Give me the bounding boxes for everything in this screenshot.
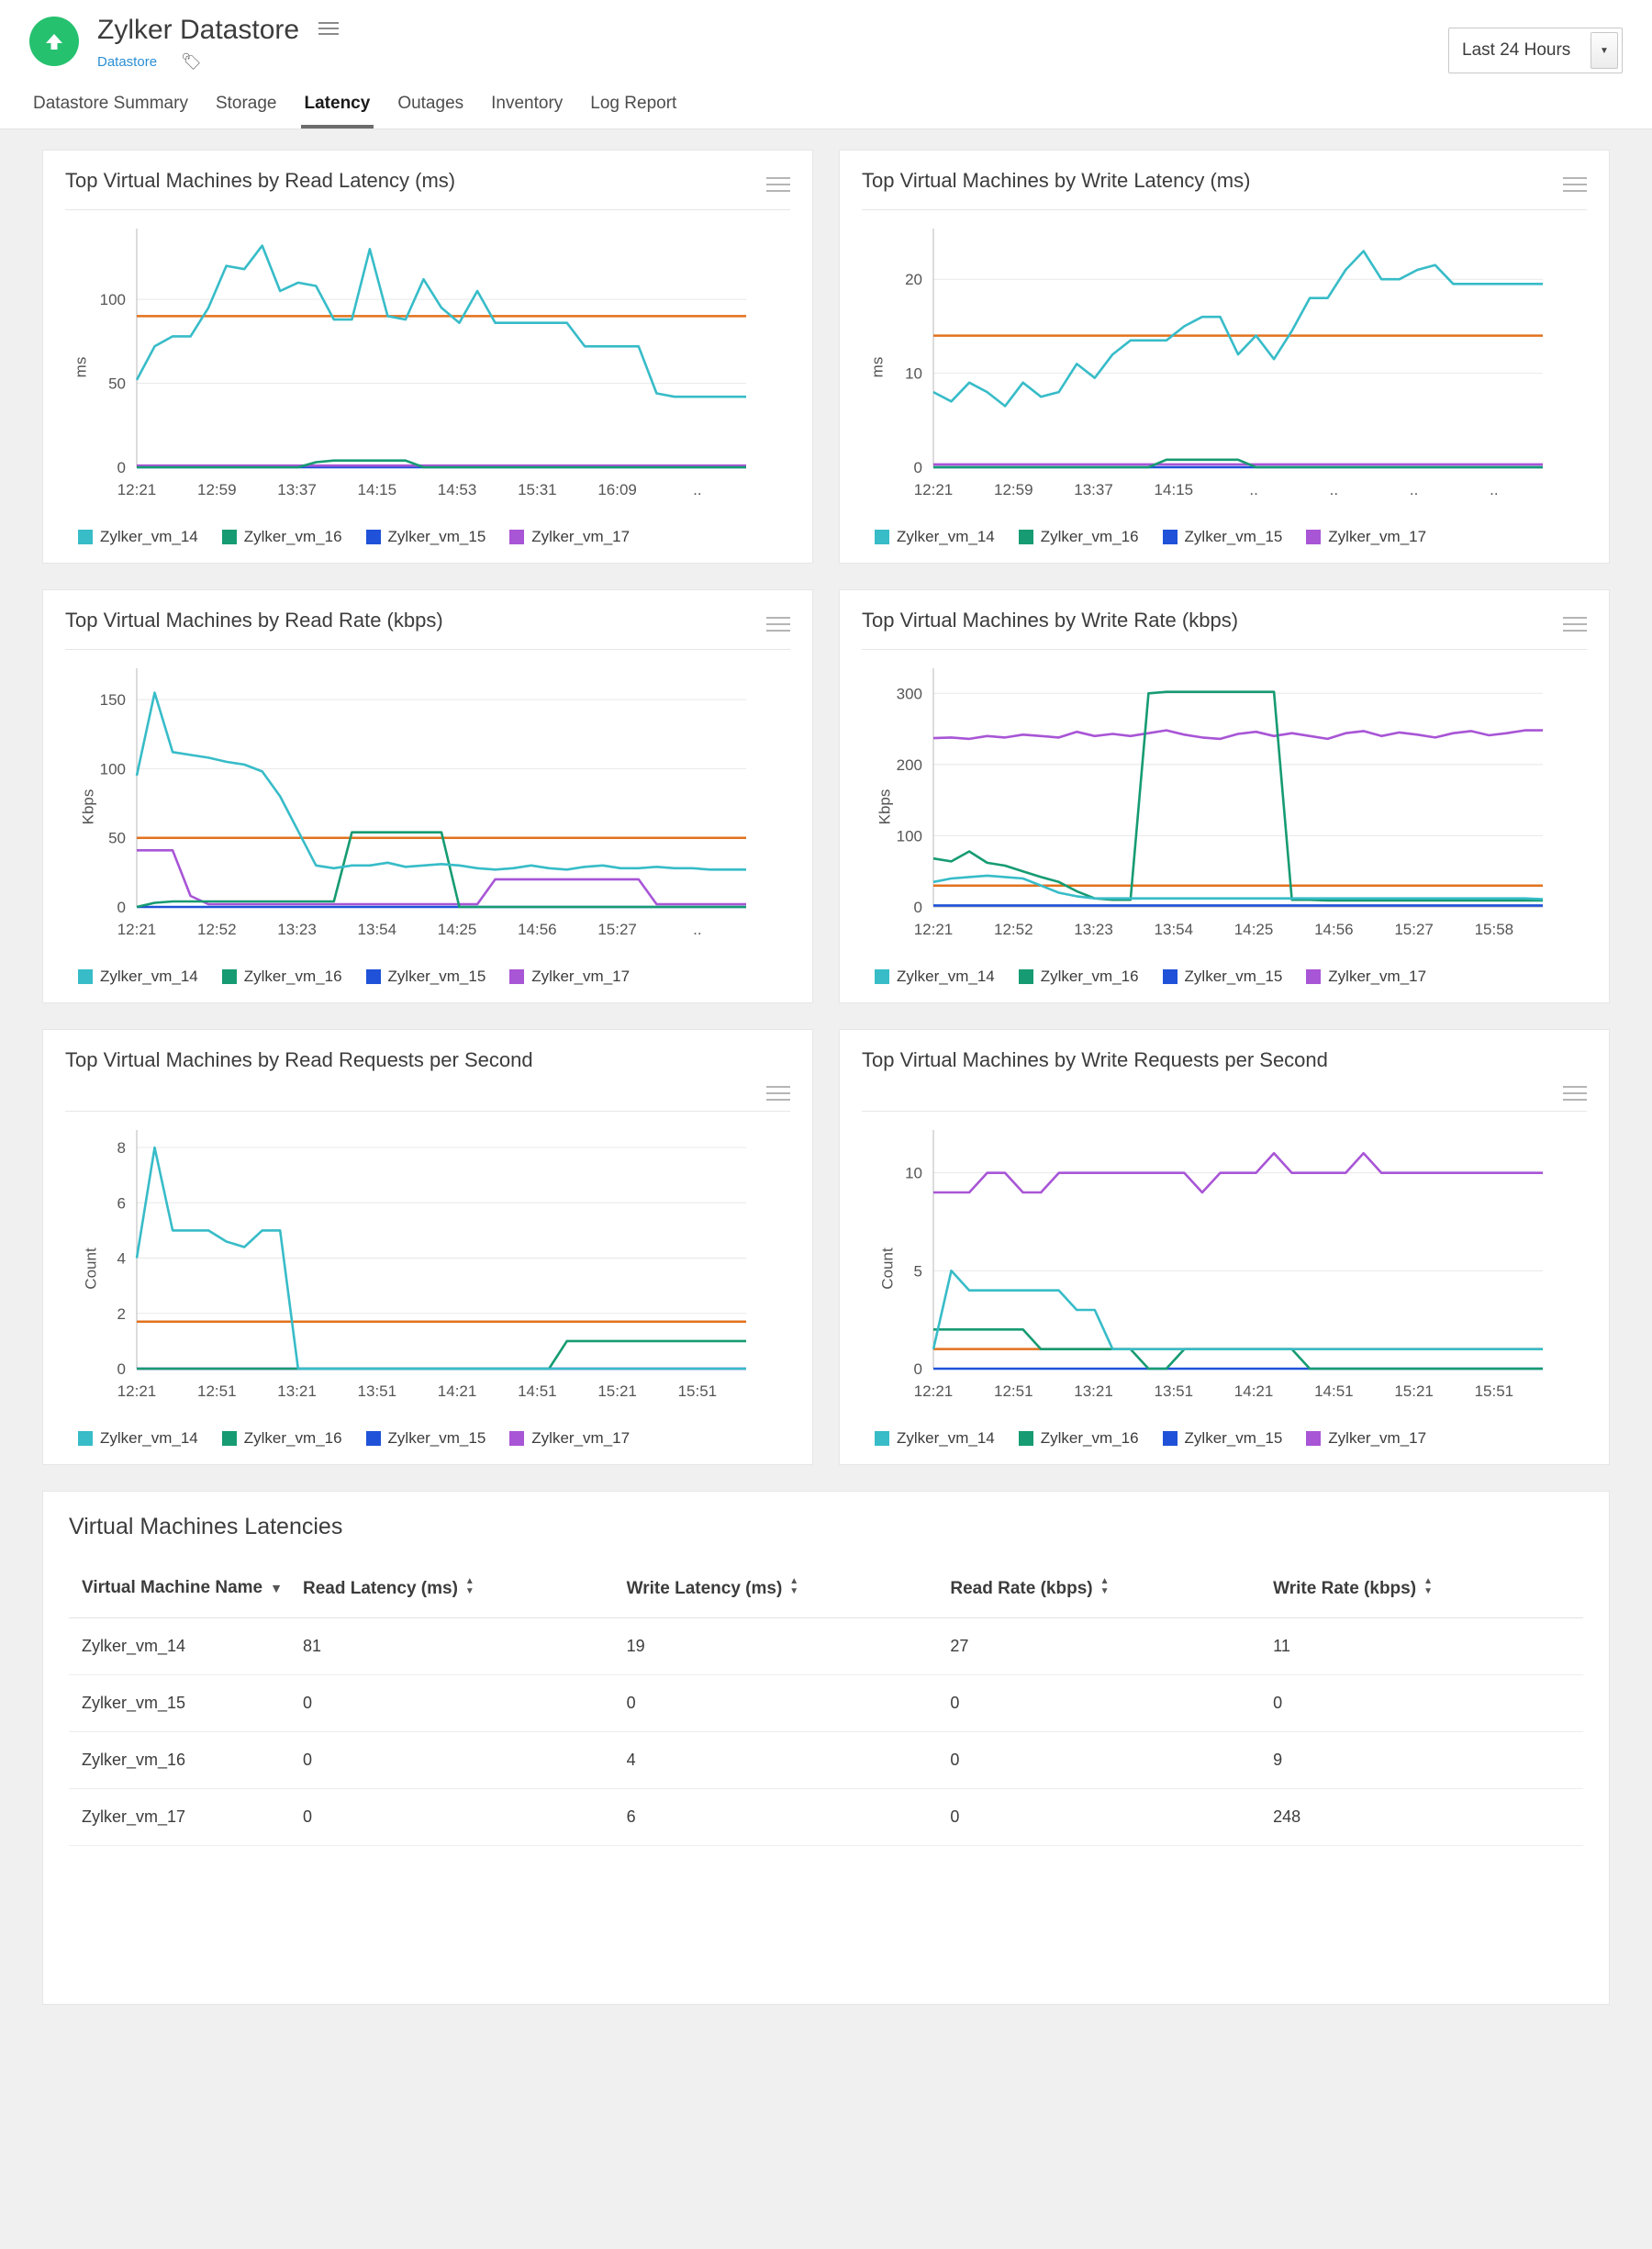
svg-text:..: .. (1249, 481, 1258, 498)
latency-table-card (42, 1491, 1610, 2005)
svg-text:13:51: 13:51 (1154, 1382, 1194, 1400)
svg-text:15:58: 15:58 (1474, 921, 1514, 938)
card-menu-icon[interactable] (766, 169, 790, 196)
cell-vm-name: Zylker_vm_17 (69, 1789, 290, 1846)
breadcrumb-link-datastore[interactable]: Datastore (97, 54, 158, 70)
table-title: Virtual Machines Latencies (69, 1514, 343, 1539)
legend-label: Zylker_vm_17 (1328, 968, 1427, 985)
svg-text:100: 100 (99, 760, 126, 778)
cell-write-latency: 0 (614, 1675, 938, 1732)
legend-label: Zylker_vm_15 (387, 968, 486, 985)
cell-vm-name: Zylker_vm_15 (69, 1675, 290, 1732)
cell-read-latency: 0 (290, 1675, 614, 1732)
cell-write-rate: 11 (1260, 1618, 1583, 1675)
legend-swatch (366, 530, 381, 544)
legend-item (1163, 1429, 1283, 1448)
legend-label: Zylker_vm_16 (1040, 1429, 1139, 1447)
breadcrumb (97, 52, 1623, 72)
svg-text:14:51: 14:51 (1314, 1382, 1354, 1400)
svg-text:15:51: 15:51 (1474, 1382, 1514, 1400)
cell-read-rate: 0 (937, 1675, 1260, 1732)
chart-legend (65, 1429, 790, 1448)
plot-area (862, 216, 1587, 519)
table-row[interactable] (69, 1789, 1583, 1846)
cell-write-rate: 9 (1260, 1732, 1583, 1789)
legend-item (875, 1429, 995, 1448)
svg-text:13:37: 13:37 (1074, 481, 1113, 498)
tab-latency[interactable]: Latency (301, 88, 374, 129)
legend-label: Zylker_vm_17 (1328, 1429, 1427, 1447)
tab-bar (29, 88, 1623, 129)
legend-label: Zylker_vm_16 (1040, 968, 1139, 985)
legend-swatch (1163, 969, 1178, 984)
svg-text:12:21: 12:21 (117, 921, 157, 938)
legend-label: Zylker_vm_15 (387, 1429, 486, 1447)
sort-toggle-icon[interactable] (1100, 1577, 1110, 1596)
card-write-latency (839, 150, 1610, 564)
svg-text:12:21: 12:21 (117, 1382, 157, 1400)
table-row[interactable] (69, 1618, 1583, 1675)
cell-read-rate: 27 (937, 1618, 1260, 1675)
svg-text:300: 300 (896, 685, 922, 703)
svg-text:..: .. (1409, 481, 1419, 498)
legend-swatch (1019, 530, 1033, 544)
svg-text:15:31: 15:31 (518, 481, 557, 498)
charts-grid (42, 150, 1610, 1465)
legend-item (509, 1429, 630, 1448)
card-title: Top Virtual Machines by Read Latency (ms) (65, 169, 456, 192)
card-write-rate (839, 589, 1610, 1003)
chart-legend (65, 528, 790, 546)
plot-area (862, 655, 1587, 958)
tab-inventory[interactable]: Inventory (491, 94, 564, 113)
legend-swatch (366, 1431, 381, 1446)
svg-text:..: .. (693, 481, 702, 498)
legend-label: Zylker_vm_17 (531, 528, 631, 545)
app-logo (29, 17, 79, 66)
legend-label: Zylker_vm_16 (243, 528, 342, 545)
y-axis-label: Kbps (79, 789, 97, 825)
chart-read-rate (65, 655, 790, 958)
plot-area (862, 1117, 1587, 1420)
legend-item (1019, 528, 1139, 546)
svg-text:12:59: 12:59 (993, 481, 1033, 498)
svg-text:12:21: 12:21 (913, 1382, 954, 1400)
legend-item (1306, 1429, 1426, 1448)
time-range-value: Last 24 Hours (1462, 40, 1571, 60)
legend-item (222, 968, 342, 986)
legend-swatch (222, 969, 237, 984)
legend-swatch (875, 1431, 889, 1446)
cell-read-latency: 0 (290, 1732, 614, 1789)
legend-swatch (1163, 1431, 1178, 1446)
legend-item (222, 528, 342, 546)
svg-text:14:21: 14:21 (1233, 1382, 1274, 1400)
legend-swatch (875, 969, 889, 984)
legend-label: Zylker_vm_14 (897, 528, 995, 545)
chevron-down-icon[interactable]: ▼ (1591, 32, 1618, 69)
card-menu-icon[interactable] (1563, 1078, 1587, 1105)
svg-text:10: 10 (905, 1164, 922, 1182)
svg-text:10: 10 (905, 364, 922, 383)
svg-text:14:25: 14:25 (437, 921, 477, 938)
svg-text:12:21: 12:21 (913, 481, 954, 498)
card-title: Top Virtual Machines by Read Rate (kbps) (65, 609, 443, 632)
svg-text:0: 0 (117, 899, 126, 916)
svg-text:16:09: 16:09 (597, 481, 637, 498)
legend-item (1163, 968, 1283, 986)
plot-area (65, 216, 790, 519)
svg-text:100: 100 (99, 291, 126, 309)
cell-read-latency: 0 (290, 1789, 614, 1846)
legend-swatch (366, 969, 381, 984)
svg-text:..: .. (693, 921, 702, 938)
legend-swatch (78, 1431, 93, 1446)
svg-text:50: 50 (108, 375, 126, 393)
page-title: Zylker Datastore (97, 15, 300, 45)
legend-swatch (1019, 1431, 1033, 1446)
cell-vm-name: Zylker_vm_14 (69, 1618, 290, 1675)
legend-swatch (1019, 969, 1033, 984)
hamburger-icon[interactable] (318, 18, 339, 39)
svg-text:12:52: 12:52 (196, 921, 237, 938)
column-label: Read Latency (ms) (302, 1579, 458, 1598)
cell-write-latency: 6 (614, 1789, 938, 1846)
svg-text:100: 100 (896, 827, 922, 845)
svg-text:5: 5 (913, 1262, 922, 1281)
legend-label: Zylker_vm_17 (531, 968, 631, 985)
legend-label: Zylker_vm_15 (1184, 968, 1283, 985)
svg-text:50: 50 (108, 829, 126, 847)
svg-text:13:54: 13:54 (357, 921, 397, 938)
svg-text:200: 200 (896, 755, 922, 774)
tab-datastore-summary[interactable]: Datastore Summary (33, 94, 188, 113)
legend-swatch (1306, 969, 1321, 984)
chart-write-requests (862, 1117, 1587, 1420)
cell-read-latency: 81 (290, 1618, 614, 1675)
sort-toggle-icon[interactable] (1423, 1577, 1433, 1596)
svg-text:15:21: 15:21 (1394, 1382, 1434, 1400)
legend-item (1163, 528, 1283, 546)
tab-storage[interactable]: Storage (215, 94, 277, 113)
sort-toggle-icon[interactable] (789, 1577, 798, 1596)
legend-label: Zylker_vm_15 (1184, 528, 1283, 545)
svg-text:15:27: 15:27 (597, 921, 637, 938)
svg-text:13:37: 13:37 (277, 481, 317, 498)
legend-swatch (1306, 1431, 1321, 1446)
svg-text:13:23: 13:23 (277, 921, 317, 938)
svg-text:14:15: 14:15 (1154, 481, 1194, 498)
svg-text:0: 0 (913, 899, 922, 916)
legend-item (1306, 968, 1426, 986)
tag-icon[interactable]: 🏷 (181, 52, 202, 71)
table-row[interactable] (69, 1675, 1583, 1732)
card-title: Top Virtual Machines by Write Rate (kbps) (862, 609, 1239, 632)
legend-swatch (509, 530, 524, 544)
svg-text:14:25: 14:25 (1233, 921, 1274, 938)
chart-write-rate (862, 655, 1587, 958)
column-label: Read Rate (kbps) (950, 1579, 1093, 1598)
legend-label: Zylker_vm_16 (243, 1429, 342, 1447)
legend-label: Zylker_vm_17 (531, 1429, 631, 1447)
legend-swatch (509, 969, 524, 984)
legend-label: Zylker_vm_14 (100, 528, 198, 545)
column-label: Virtual Machine Name (82, 1578, 263, 1597)
svg-text:150: 150 (99, 691, 126, 710)
y-axis-label: Count (878, 1248, 897, 1290)
column-header-read-rate[interactable] (937, 1564, 1260, 1618)
card-title: Top Virtual Machines by Write Latency (ms) (862, 169, 1251, 192)
svg-text:13:21: 13:21 (277, 1382, 317, 1400)
tab-outages[interactable]: Outages (397, 94, 464, 113)
legend-swatch (1163, 530, 1178, 544)
card-read-latency (42, 150, 813, 564)
latency-table (69, 1564, 1583, 1846)
svg-text:14:21: 14:21 (437, 1382, 477, 1400)
legend-label: Zylker_vm_15 (1184, 1429, 1283, 1447)
svg-text:14:15: 14:15 (357, 481, 397, 498)
card-menu-icon[interactable] (766, 1078, 790, 1105)
legend-swatch (222, 530, 237, 544)
legend-swatch (78, 530, 93, 544)
svg-text:0: 0 (117, 459, 126, 476)
legend-item (78, 1429, 198, 1448)
cell-write-rate: 248 (1260, 1789, 1583, 1846)
table-header-row (69, 1564, 1583, 1618)
svg-text:..: .. (1329, 481, 1339, 498)
y-axis-label: Kbps (876, 789, 894, 825)
column-label: Write Latency (ms) (626, 1579, 783, 1598)
legend-label: Zylker_vm_17 (1328, 528, 1427, 545)
legend-label: Zylker_vm_14 (100, 1429, 198, 1447)
plot-area (65, 655, 790, 958)
legend-item (78, 968, 198, 986)
tab-log-report[interactable]: Log Report (590, 94, 677, 113)
legend-item (875, 968, 995, 986)
svg-text:0: 0 (913, 1360, 922, 1378)
plot-area (65, 1117, 790, 1420)
sort-desc-icon[interactable]: ▼ (270, 1580, 283, 1595)
svg-text:14:53: 14:53 (437, 481, 477, 498)
chart-legend (862, 968, 1587, 986)
svg-text:14:56: 14:56 (1314, 921, 1354, 938)
legend-item (1019, 968, 1139, 986)
svg-text:4: 4 (117, 1249, 126, 1268)
svg-text:15:27: 15:27 (1394, 921, 1434, 938)
card-read-rate (42, 589, 813, 1003)
legend-swatch (222, 1431, 237, 1446)
legend-swatch (875, 530, 889, 544)
svg-text:..: .. (1490, 481, 1499, 498)
chart-read-requests (65, 1117, 790, 1420)
card-menu-icon[interactable] (1563, 169, 1587, 196)
legend-item (366, 968, 486, 986)
legend-item (222, 1429, 342, 1448)
svg-text:12:52: 12:52 (993, 921, 1033, 938)
card-menu-icon[interactable] (1563, 609, 1587, 636)
legend-label: Zylker_vm_15 (387, 528, 486, 545)
svg-text:2: 2 (117, 1304, 126, 1323)
legend-item (509, 528, 630, 546)
svg-text:12:51: 12:51 (993, 1382, 1033, 1400)
card-read-requests (42, 1029, 813, 1465)
svg-text:15:51: 15:51 (677, 1382, 718, 1400)
svg-text:0: 0 (913, 459, 922, 476)
cell-write-rate: 0 (1260, 1675, 1583, 1732)
legend-label: Zylker_vm_14 (897, 1429, 995, 1447)
y-axis-label: ms (72, 356, 90, 378)
column-header-read-latency[interactable] (290, 1564, 614, 1618)
card-write-requests (839, 1029, 1610, 1465)
svg-text:13:54: 13:54 (1154, 921, 1194, 938)
svg-text:20: 20 (905, 271, 922, 289)
svg-text:13:23: 13:23 (1074, 921, 1113, 938)
card-title: Top Virtual Machines by Write Requests per Second (862, 1048, 1328, 1071)
svg-text:13:21: 13:21 (1074, 1382, 1113, 1400)
legend-item (366, 1429, 486, 1448)
legend-label: Zylker_vm_16 (243, 968, 342, 985)
chart-legend (862, 528, 1587, 546)
legend-swatch (1306, 530, 1321, 544)
chart-write-latency (862, 216, 1587, 519)
svg-text:14:56: 14:56 (518, 921, 557, 938)
column-label: Write Rate (kbps) (1273, 1579, 1417, 1598)
column-header-vm-name[interactable] (69, 1564, 290, 1618)
column-header-write-rate[interactable] (1260, 1564, 1583, 1618)
legend-item (366, 528, 486, 546)
y-axis-label: Count (82, 1248, 100, 1290)
column-header-write-latency[interactable] (614, 1564, 938, 1618)
legend-item (78, 528, 198, 546)
legend-swatch (509, 1431, 524, 1446)
svg-text:12:51: 12:51 (196, 1382, 237, 1400)
y-axis-label: ms (868, 356, 887, 378)
legend-item (875, 528, 995, 546)
svg-text:0: 0 (117, 1360, 126, 1378)
legend-item (1019, 1429, 1139, 1448)
card-menu-icon[interactable] (766, 609, 790, 636)
svg-text:13:51: 13:51 (357, 1382, 397, 1400)
legend-label: Zylker_vm_16 (1040, 528, 1139, 545)
arrow-up-circle-icon (40, 28, 68, 55)
card-title: Top Virtual Machines by Read Requests per Second (65, 1048, 533, 1071)
dashboard-content (0, 129, 1652, 2047)
chart-legend (65, 968, 790, 986)
cell-read-rate: 0 (937, 1732, 1260, 1789)
cell-write-latency: 4 (614, 1732, 938, 1789)
svg-text:12:59: 12:59 (196, 481, 237, 498)
legend-item (509, 968, 630, 986)
svg-text:8: 8 (117, 1139, 126, 1158)
chart-read-latency (65, 216, 790, 519)
svg-text:12:21: 12:21 (117, 481, 157, 498)
svg-text:14:51: 14:51 (518, 1382, 557, 1400)
legend-label: Zylker_vm_14 (897, 968, 995, 985)
table-row[interactable] (69, 1732, 1583, 1789)
svg-text:15:21: 15:21 (597, 1382, 637, 1400)
svg-text:6: 6 (117, 1194, 126, 1213)
cell-read-rate: 0 (937, 1789, 1260, 1846)
svg-text:12:21: 12:21 (913, 921, 954, 938)
app-header (0, 0, 1652, 129)
cell-write-latency: 19 (614, 1618, 938, 1675)
legend-swatch (78, 969, 93, 984)
chart-legend (862, 1429, 1587, 1448)
time-range-select[interactable] (1448, 28, 1623, 73)
legend-label: Zylker_vm_14 (100, 968, 198, 985)
cell-vm-name: Zylker_vm_16 (69, 1732, 290, 1789)
legend-item (1306, 528, 1426, 546)
sort-toggle-icon[interactable] (465, 1577, 474, 1596)
